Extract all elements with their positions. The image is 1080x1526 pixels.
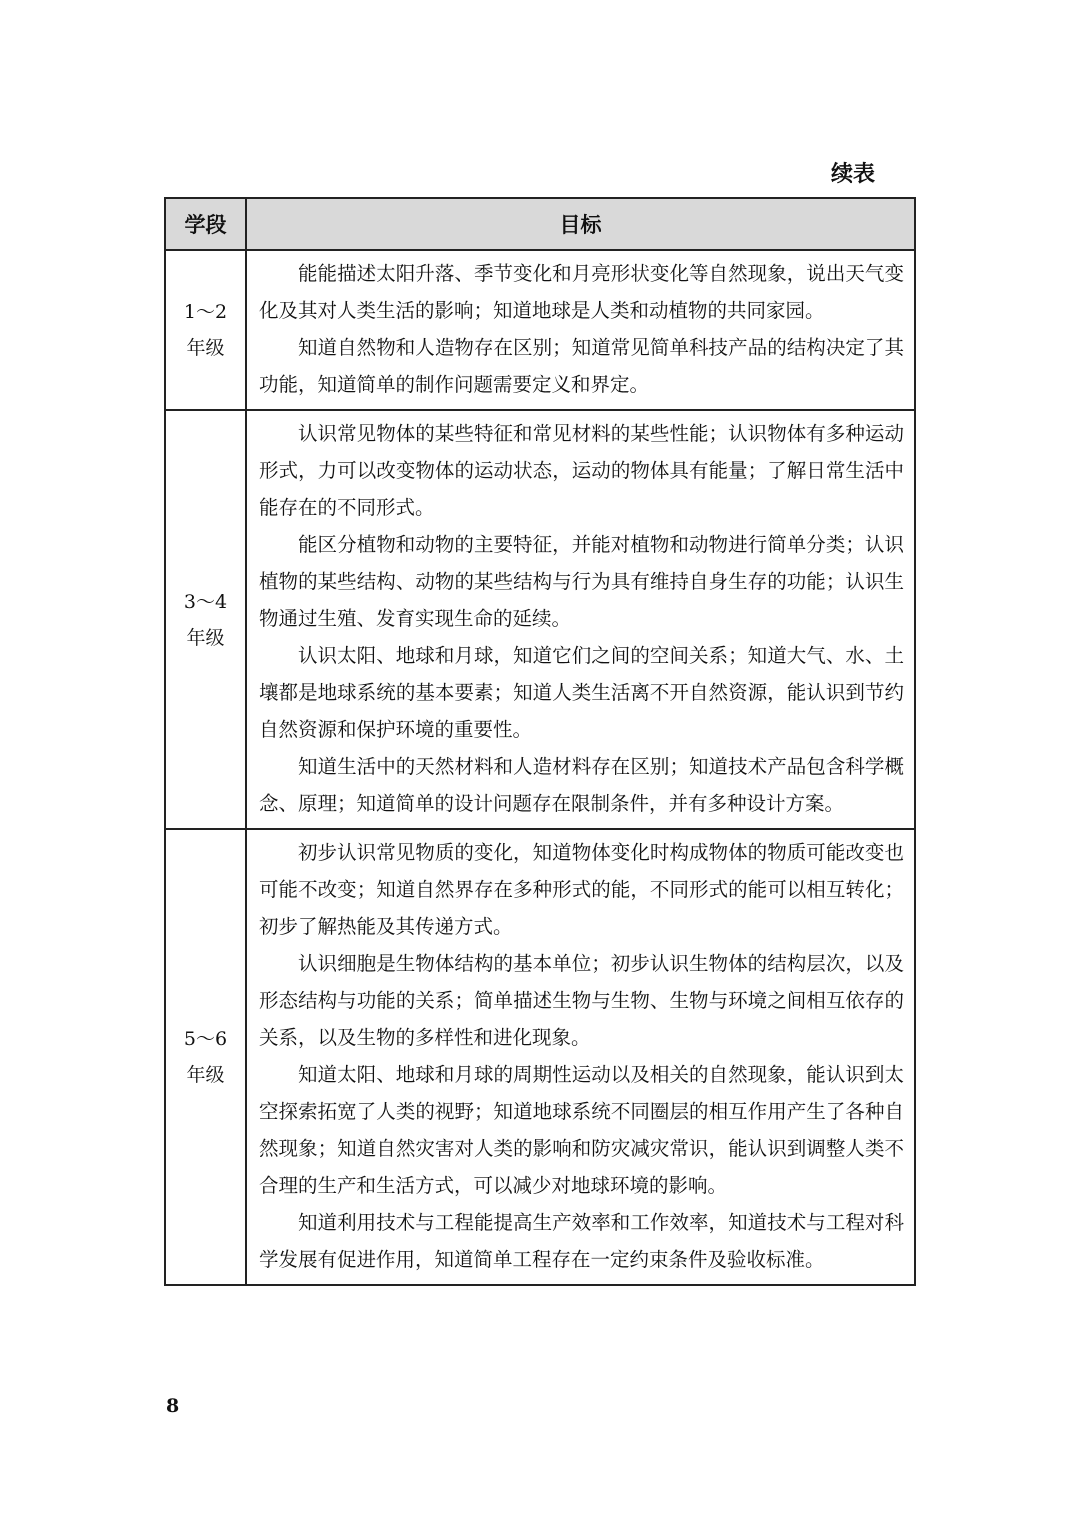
table-header-row — [165, 198, 915, 250]
goal-paragraph: 知道生活中的天然材料和人造材料存在区别；知道技术产品包含科学概念、原理；知道简单的设计问题存在限制条件，并有多种设计方案。 — [259, 755, 904, 815]
goal-paragraph: 认识常见物体的某些特征和常见材料的某些性能；认识物体有多种运动形式，力可以改变物体的运动状态，运动的物体具有能量；了解日常生活中能存在的不同形式。 — [259, 422, 904, 519]
goal-cell — [246, 250, 915, 410]
table-row — [165, 410, 915, 829]
grade-unit: 年级 — [186, 626, 225, 649]
grade-range: 5～6 — [183, 1028, 228, 1050]
table-row — [165, 250, 915, 410]
goal-paragraph: 能能描述太阳升落、季节变化和月亮形状变化等自然现象，说出天气变化及其对人类生活的影响；知道地球是人类和动植物的共同家园。 — [259, 262, 904, 322]
header-goal: 目标 — [246, 198, 915, 250]
grade-unit: 年级 — [186, 1064, 225, 1086]
goal-paragraph: 知道利用技术与工程能提高生产效率和工作效率，知道技术与工程对科学发展有促进作用，知道简单工程存在一定约束条件及验收标准。 — [259, 1211, 904, 1271]
grade-unit: 年级 — [186, 337, 225, 359]
stage-cell — [165, 250, 246, 410]
stage-cell — [165, 410, 246, 829]
header-stage: 学段 — [165, 198, 246, 250]
goal-cell — [246, 410, 915, 829]
grade-range: 3～4 — [183, 590, 228, 613]
goal-paragraph: 知道太阳、地球和月球的周期性运动以及相关的自然现象，能认识到太空探索拓宽了人类的视野；知道地球系统不同圈层的相互作用产生了各种自然现象；知道自然灾害对人类的影响和防灾减灾常识，能认识到调整人类不合理的生产和生活方式，可以减少对地球环境的影响。 — [259, 1063, 904, 1197]
goal-paragraph: 认识细胞是生物体结构的基本单位；初步认识生物体的结构层次，以及形态结构与功能的关系；简单描述生物与生物、生物与环境之间相互依存的关系，以及生物的多样性和进化现象。 — [259, 952, 904, 1049]
stage-cell — [165, 829, 246, 1285]
grade-goals-table — [164, 197, 916, 1286]
continued-label: 续表 — [830, 162, 875, 187]
goal-cell — [246, 829, 915, 1285]
goal-paragraph: 初步认识常见物质的变化，知道物体变化时构成物体的物质可能改变也可能不改变；知道自然界存在多种形式的能，不同形式的能可以相互转化；初步了解热能及其传递方式。 — [259, 841, 904, 938]
goal-paragraph: 知道自然物和人造物存在区别；知道常见简单科技产品的结构决定了其功能，知道简单的制作问题需要定义和界定。 — [259, 336, 904, 396]
grade-range: 1～2 — [183, 301, 228, 323]
table-row — [165, 829, 915, 1285]
goal-paragraph: 能区分植物和动物的主要特征，并能对植物和动物进行简单分类；认识植物的某些结构、动物的某些结构与行为具有维持自身生存的功能；认识生物通过生殖、发育实现生命的延续。 — [259, 533, 904, 630]
goal-paragraph: 认识太阳、地球和月球，知道它们之间的空间关系；知道大气、水、土壤都是地球系统的基本要素；知道人类生活离不开自然资源，能认识到节约自然资源和保护环境的重要性。 — [259, 644, 904, 741]
page-number: 8 — [166, 1395, 180, 1417]
